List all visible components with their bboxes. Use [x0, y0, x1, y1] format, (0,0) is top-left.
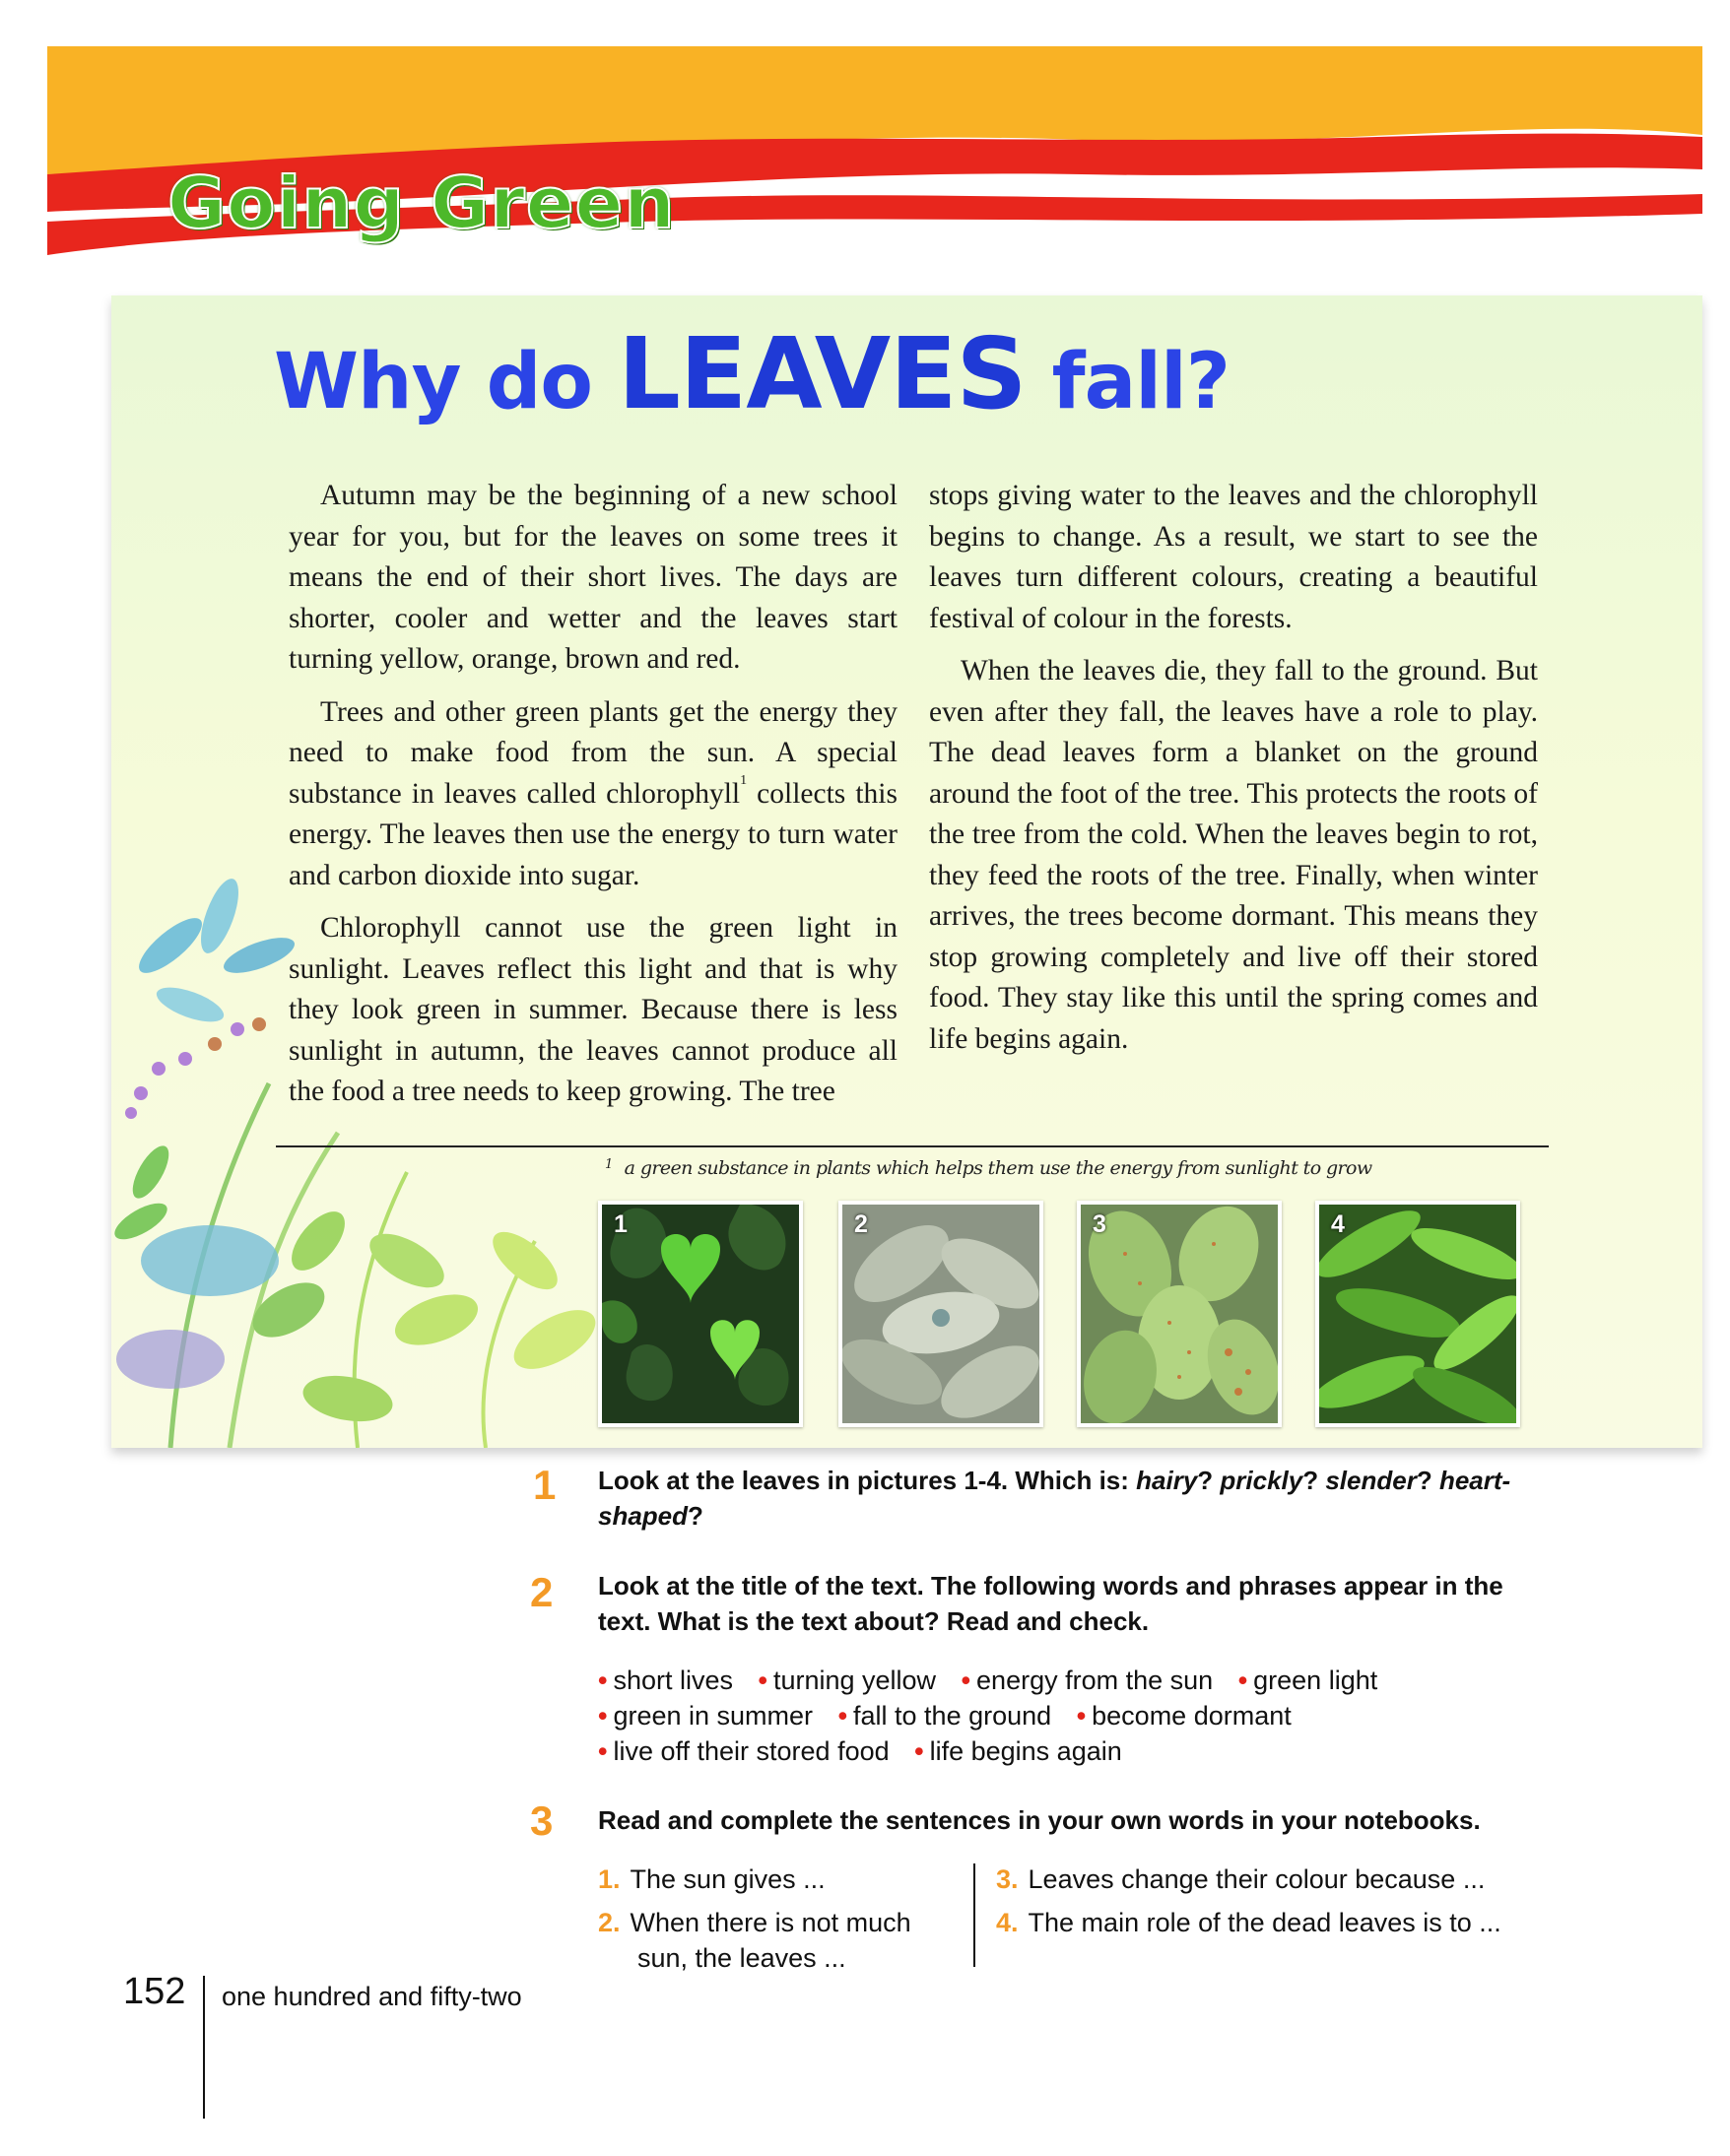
exercise-1-text: Look at the leaves in pictures 1-4. Which is:	[598, 1466, 1137, 1495]
sentence-item	[598, 1862, 972, 1897]
phrase-item	[1077, 1701, 1292, 1731]
left-paragraph-1: Autumn may be the beginning of a new school year for you, but for the leaves on some trees it means the end of their short lives. The days are shorter, cooler and wetter and the leaves start turning yellow, orange, brown and red.	[289, 480, 898, 675]
photo-hairy-leaves	[838, 1201, 1043, 1427]
sentence-text-continued: sun, the leaves ...	[637, 1943, 846, 1973]
word-prickly: prickly	[1220, 1466, 1303, 1495]
bullet-icon: •	[598, 1736, 608, 1766]
punct: ?	[688, 1501, 703, 1531]
prickly-cactus-photo-icon	[1081, 1205, 1278, 1423]
sentence-text: Leaves change their colour because ...	[1028, 1864, 1486, 1894]
phrase-text: become dormant	[1092, 1701, 1292, 1731]
exercise-3-number: 3	[530, 1797, 554, 1844]
punct: ?	[1302, 1466, 1326, 1495]
bullet-icon: •	[598, 1701, 608, 1731]
sentence-text: When there is not much	[630, 1908, 911, 1937]
phrase-text: turning yellow	[772, 1666, 937, 1695]
photo-1-number: 1	[614, 1210, 628, 1238]
exercise-3-instruction: Read and complete the sentences in your own words in your notebooks.	[598, 1805, 1481, 1835]
right-paragraph-2: When the leaves die, they fall to the ground. But even after they fall, the leaves have a role to play. The dead leaves form a blanket on the ground around the foot of the tree. This protects the roots of the tree from the cold. When the leaves begin to rot, they feed the roots of the tree. Finally, when winter arrives, the trees become dormant. This means they stop growing completely and live off their stored food. They stay like this until the spring comes and life begins again.	[929, 655, 1538, 1055]
footnote-rule	[276, 1145, 1549, 1147]
bullet-icon: •	[1076, 1701, 1087, 1731]
page-number: 152	[123, 1971, 186, 2012]
phrase-item	[598, 1736, 890, 1766]
phrase-item	[838, 1701, 1052, 1731]
photo-3-number: 3	[1093, 1210, 1106, 1238]
sentence-number: 4.	[996, 1908, 1019, 1937]
photo-heart-shaped-leaves	[598, 1201, 803, 1427]
bullet-icon: •	[914, 1736, 924, 1766]
left-paragraph-3: Chlorophyll cannot use the green light in sunlight. Leaves reflect this light and that is why they look green in summer. Because there is less sunlight in autumn, the leaves cannot produce all the food a tree needs to keep growing. The tree	[289, 912, 898, 1107]
page-number-words: one hundred and fifty-two	[222, 1982, 522, 2011]
sentence-list-left	[598, 1862, 972, 1984]
left-paragraph-2-before: Trees and other green plants get the energy they need to make food from the sun. A special substance in leaves called chlorophyll	[289, 695, 898, 810]
punct: ?	[1416, 1466, 1439, 1495]
bullet-icon: •	[758, 1666, 767, 1695]
article-right-column	[929, 476, 1538, 1072]
article-title-part1: Why do	[274, 338, 619, 426]
section-title: Going Green	[167, 162, 676, 244]
phrase-item	[962, 1666, 1214, 1695]
hairy-leaves-photo-icon	[842, 1205, 1039, 1423]
bullet-icon: •	[598, 1666, 608, 1695]
punct: ?	[1197, 1466, 1221, 1495]
footnote-text: a green substance in plants which helps them use the energy from sunlight to grow	[624, 1157, 1372, 1179]
word-slender: slender	[1325, 1466, 1417, 1495]
article-title-part2: LEAVES	[618, 316, 1027, 431]
phrase-text: green in summer	[613, 1701, 814, 1731]
left-paragraph-2-after: collects this energy. The leaves then use the energy to turn water and carbon dioxide into sugar.	[289, 777, 898, 891]
phrase-text: energy from the sun	[976, 1666, 1214, 1695]
sentence-text: The main role of the dead leaves is to ...	[1028, 1908, 1501, 1937]
exercise-1-number: 1	[533, 1462, 557, 1508]
heart-shaped-leaves-photo-icon	[602, 1205, 799, 1423]
slender-leaves-photo-icon	[1319, 1205, 1516, 1423]
phrase-item	[759, 1666, 937, 1695]
phrase-text: live off their stored food	[613, 1736, 890, 1766]
article-title-part3: fall?	[1026, 338, 1230, 426]
photo-prickly-cactus	[1077, 1201, 1282, 1427]
footnote-reference: 1	[740, 772, 748, 788]
bullet-icon: •	[1237, 1666, 1248, 1695]
exercise-2-number: 2	[530, 1569, 554, 1615]
sentence-column-divider	[973, 1863, 975, 1967]
footnote	[605, 1157, 1372, 1179]
phrase-text: life begins again	[929, 1736, 1122, 1766]
sentence-number: 2.	[598, 1908, 621, 1937]
right-paragraph-1: stops giving water to the leaves and the chlorophyll begins to change. As a result, we start to see the leaves turn different colours, creating a beautiful festival of colour in the forests.	[929, 480, 1538, 634]
phrase-item	[598, 1666, 733, 1695]
sentence-item	[996, 1905, 1607, 1940]
sentence-number: 1.	[598, 1864, 621, 1894]
exercise-1-instruction	[598, 1463, 1544, 1534]
phrase-item	[598, 1701, 813, 1731]
phrase-text: green light	[1253, 1666, 1378, 1695]
phrase-item	[1238, 1666, 1378, 1695]
article-left-column	[289, 476, 898, 1125]
photo-2-number: 2	[854, 1210, 868, 1238]
sentence-item	[996, 1862, 1607, 1897]
bullet-icon: •	[961, 1666, 971, 1695]
phrase-list	[598, 1663, 1583, 1769]
footnote-number: 1	[605, 1157, 613, 1172]
phrase-text: short lives	[613, 1666, 733, 1695]
bullet-icon: •	[837, 1701, 848, 1731]
left-paragraph-2	[289, 692, 898, 897]
photo-4-number: 4	[1331, 1210, 1345, 1238]
sentence-number: 3.	[996, 1864, 1019, 1894]
sentence-list-right	[996, 1862, 1607, 1948]
word-hairy: hairy	[1136, 1466, 1198, 1495]
exercise-2-instruction: Look at the title of the text. The following words and phrases appear in the text. What is the text about? Read and check.	[598, 1571, 1503, 1636]
sentence-text: The sun gives ...	[630, 1864, 826, 1894]
word-heart-shaped: heart-shaped	[598, 1466, 1511, 1531]
sentence-item	[598, 1905, 972, 1976]
phrase-item	[914, 1736, 1122, 1766]
phrase-text: fall to the ground	[853, 1701, 1052, 1731]
page-number-divider	[203, 1976, 205, 2119]
photo-slender-leaves	[1315, 1201, 1520, 1427]
article-title	[274, 316, 1230, 431]
